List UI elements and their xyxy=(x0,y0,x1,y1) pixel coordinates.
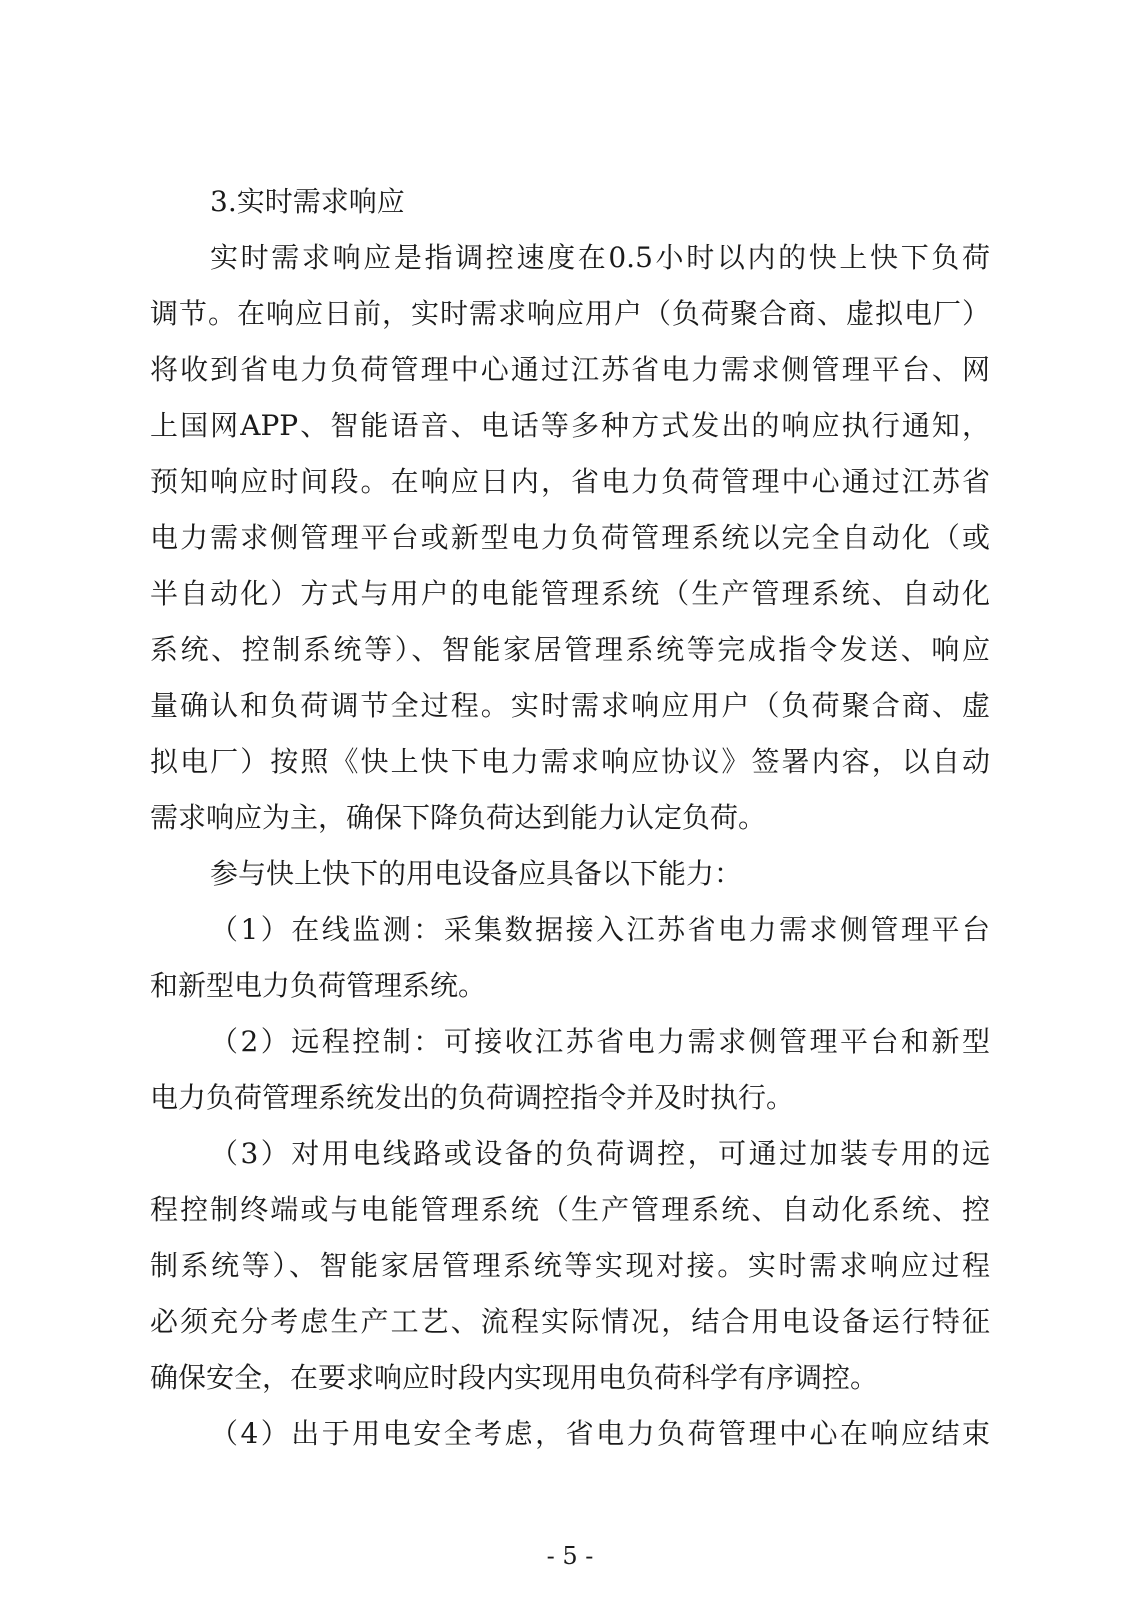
list-item-line: 确保安全，在要求响应时段内实现用电负荷科学有序调控。 xyxy=(150,1361,879,1394)
list-item-line: 和新型电力负荷管理系统。 xyxy=(150,969,487,1002)
list-item-line: （3）对用电线路或设备的负荷调控，可通过加装专用的远 xyxy=(210,1137,990,1170)
paragraph-line: 需求响应为主，确保下降负荷达到能力认定负荷。 xyxy=(150,801,767,834)
list-item-line: 制系统等）、智能家居管理系统等实现对接。实时需求响应过程 xyxy=(150,1249,990,1282)
paragraph-line: 调节。在响应日前，实时需求响应用户（负荷聚合商、虚拟电厂） xyxy=(150,297,990,330)
paragraph-line: 参与快上快下的用电设备应具备以下能力： xyxy=(210,857,743,890)
list-item-line: 程控制终端或与电能管理系统（生产管理系统、自动化系统、控 xyxy=(150,1193,990,1226)
paragraph-line: 电力需求侧管理平台或新型电力负荷管理系统以完全自动化（或 xyxy=(150,521,990,554)
paragraph-line: 实时需求响应是指调控速度在0.5小时以内的快上快下负荷 xyxy=(210,241,990,274)
paragraph-line: 将收到省电力负荷管理中心通过江苏省电力需求侧管理平台、网 xyxy=(150,353,990,386)
list-item-line: 电力负荷管理系统发出的负荷调控指令并及时执行。 xyxy=(150,1081,795,1114)
page-number: - 5 - xyxy=(546,1542,594,1570)
list-item-line: 必须充分考虑生产工艺、流程实际情况，结合用电设备运行特征 xyxy=(150,1305,990,1338)
paragraph-line: 拟电厂）按照《快上快下电力需求响应协议》签署内容，以自动 xyxy=(150,745,990,778)
list-item-line: （1）在线监测：采集数据接入江苏省电力需求侧管理平台 xyxy=(210,913,990,946)
section-heading: 3.实时需求响应 xyxy=(210,185,405,218)
paragraph-line: 预知响应时间段。在响应日内，省电力负荷管理中心通过江苏省 xyxy=(150,465,990,498)
list-item-line: （4）出于用电安全考虑，省电力负荷管理中心在响应结束 xyxy=(210,1417,990,1450)
paragraph-line: 上国网APP、智能语音、电话等多种方式发出的响应执行通知， xyxy=(150,409,990,442)
list-item-line: （2）远程控制：可接收江苏省电力需求侧管理平台和新型 xyxy=(210,1025,990,1058)
paragraph-line: 量确认和负荷调节全过程。实时需求响应用户（负荷聚合商、虚 xyxy=(150,689,990,722)
paragraph-line: 系统、控制系统等）、智能家居管理系统等完成指令发送、响应 xyxy=(150,633,990,666)
paragraph-line: 半自动化）方式与用户的电能管理系统（生产管理系统、自动化 xyxy=(150,577,990,610)
